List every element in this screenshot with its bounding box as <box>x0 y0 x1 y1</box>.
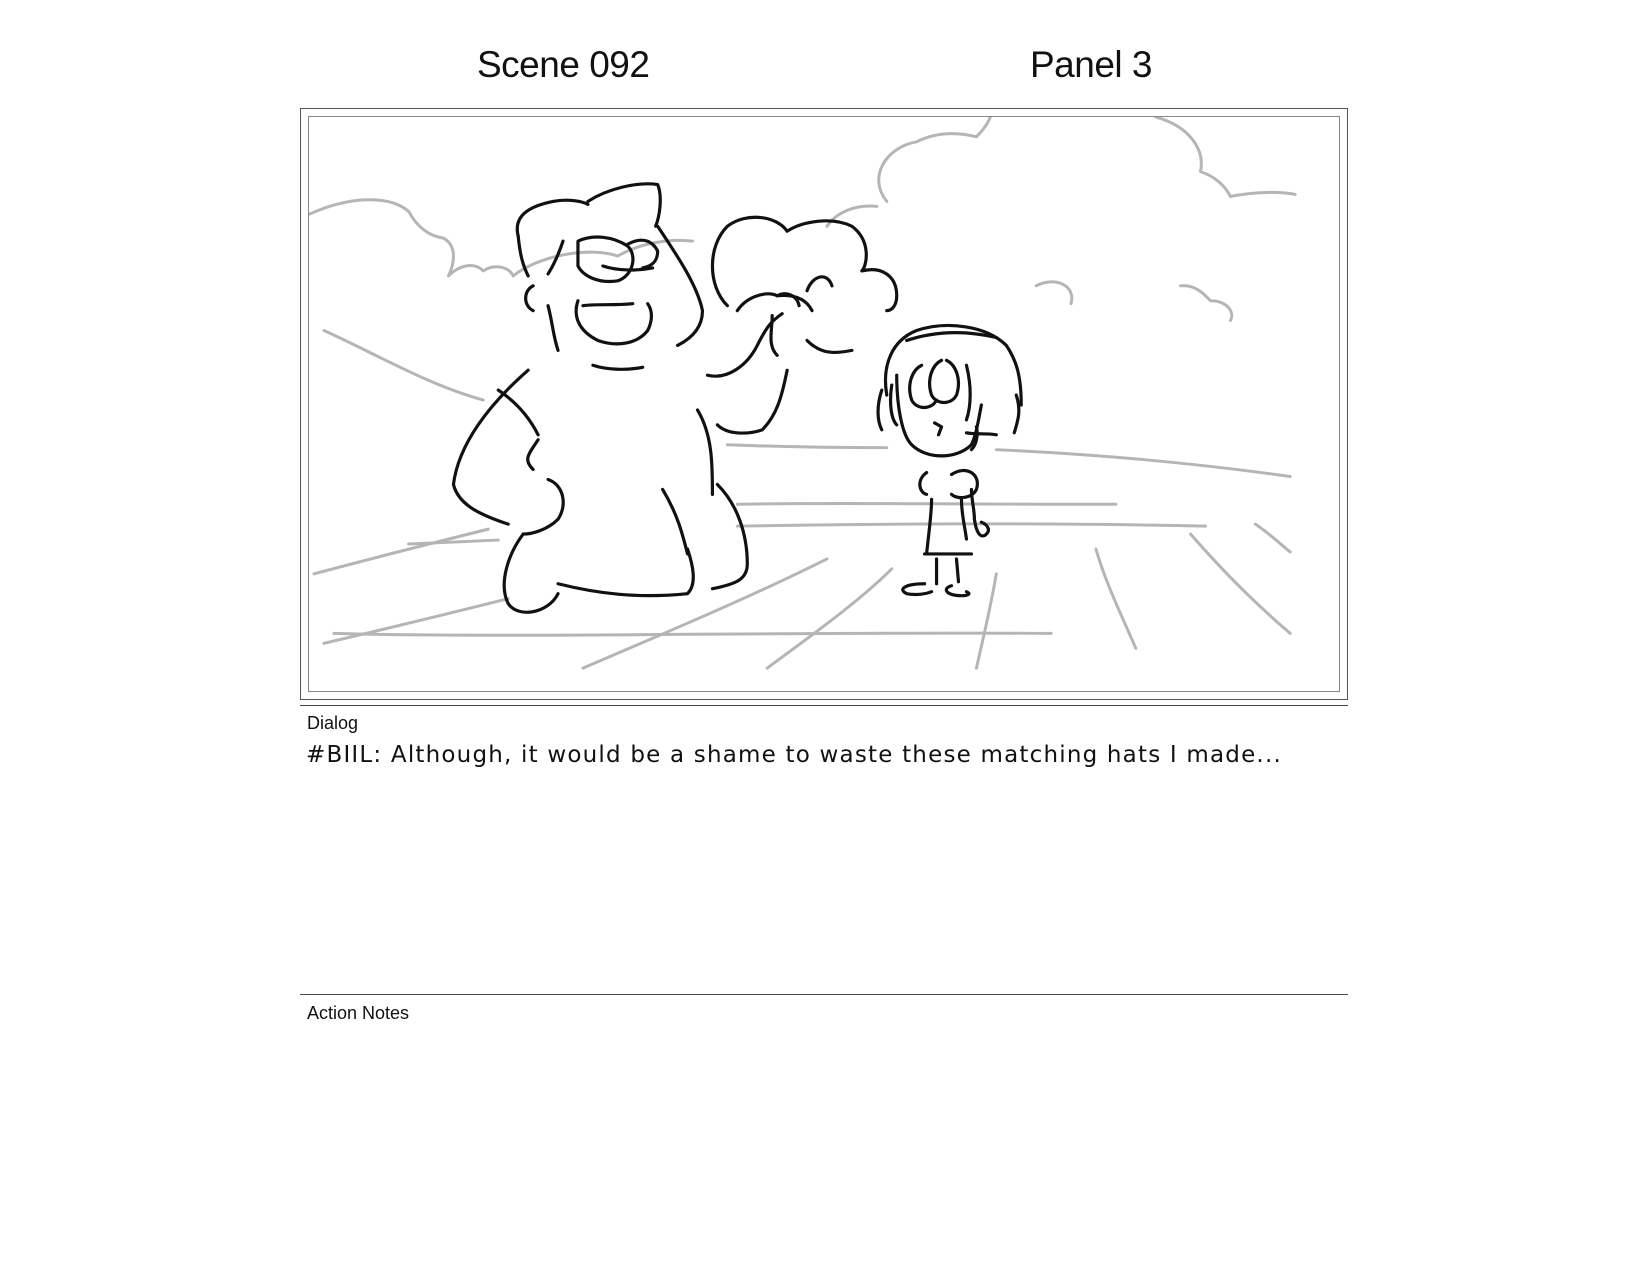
background-sketch <box>309 117 1295 668</box>
panel-number: Panel 3 <box>1030 44 1152 85</box>
storyboard-panel-frame <box>300 108 1348 700</box>
scene-number: Scene 092 <box>477 44 650 85</box>
dialog-text: #BIIL: Although, it would be a shame to waste these matching hats I made... <box>306 742 1282 768</box>
action-notes-section-label: Action Notes <box>307 1003 410 1023</box>
storyboard-panel-image <box>308 116 1340 692</box>
dialog-section-label: Dialog <box>307 713 359 733</box>
character-sketch <box>453 184 1021 612</box>
dialog-divider <box>300 705 1348 706</box>
action-notes-divider <box>300 994 1348 995</box>
storyboard-sketch <box>309 117 1339 691</box>
